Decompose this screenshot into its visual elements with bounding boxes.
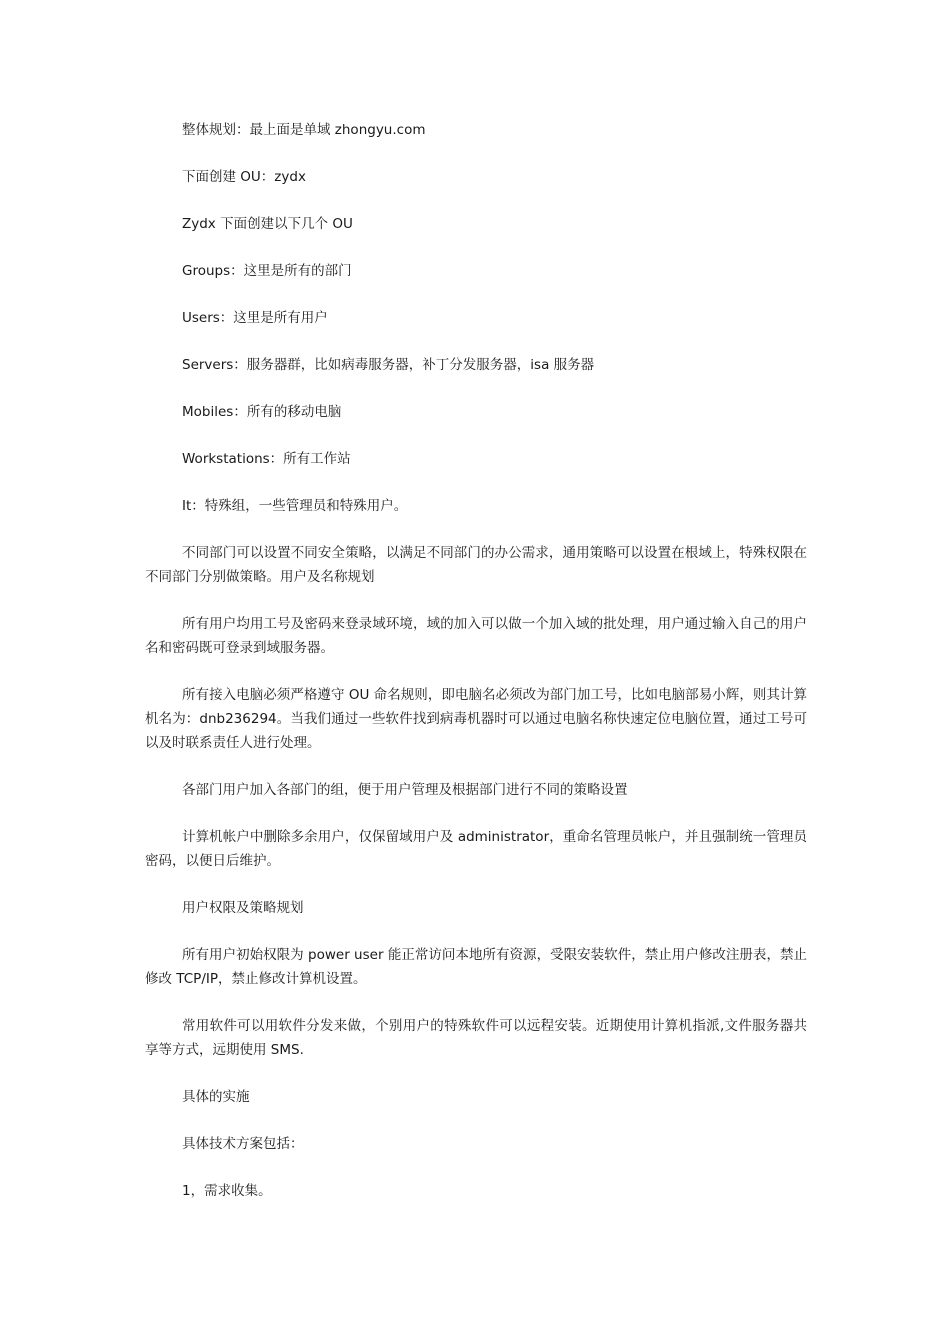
paragraph-ou-it: It：特殊组，一些管理员和特殊用户。 [182, 498, 408, 514]
paragraph-ou-users: Users：这里是所有用户 [182, 310, 328, 326]
paragraph-security-policy: 不同部门可以设置不同安全策略，以满足不同部门的办公需求，通用策略可以设置在根域上，特殊权限在不同部门分别做策略。用户及名称规划 [145, 545, 807, 585]
paragraph-overall-plan: 整体规划：最上面是单域 zhongyu.com [182, 122, 426, 138]
paragraph-department-groups: 各部门用户加入各部门的组，便于用户管理及根据部门进行不同的策略设置 [182, 782, 628, 798]
paragraph-permission-heading: 用户权限及策略规划 [182, 900, 304, 916]
paragraph-technical-plan: 具体技术方案包括： [182, 1136, 304, 1152]
paragraph-ou-mobiles: Mobiles：所有的移动电脑 [182, 404, 342, 420]
paragraph-step-1: 1，需求收集。 [182, 1183, 272, 1199]
paragraph-ou-servers: Servers：服务器群，比如病毒服务器，补丁分发服务器，isa 服务器 [182, 357, 595, 373]
document-body [145, 118, 807, 1226]
paragraph-ou-groups: Groups：这里是所有的部门 [182, 263, 352, 279]
paragraph-create-ou: 下面创建 OU：zydx [182, 169, 306, 185]
paragraph-user-login: 所有用户均用工号及密码来登录域环境，域的加入可以做一个加入域的批处理，用户通过输入自己的用户名和密码既可登录到域服务器。 [145, 616, 807, 656]
paragraph-computer-accounts: 计算机帐户中删除多余用户，仅保留域用户及 administrator，重命名管理员帐户，并且强制统一管理员密码，以便日后维护。 [145, 829, 807, 869]
paragraph-implementation-heading: 具体的实施 [182, 1089, 250, 1105]
paragraph-naming-rules: 所有接入电脑必须严格遵守 OU 命名规则，即电脑名必须改为部门加工号，比如电脑部易小辉，则其计算机名为：dnb236294。当我们通过一些软件找到病毒机器时可以通过电脑名称快速定位电脑位置，通过工号可以及时联系责任人进行处理。 [145, 687, 807, 751]
paragraph-initial-permissions: 所有用户初始权限为 power user 能正常访问本地所有资源，受限安装软件，禁止用户修改注册表，禁止修改 TCP/IP，禁止修改计算机设置。 [145, 947, 807, 987]
paragraph-software-distribution: 常用软件可以用软件分发来做，个别用户的特殊软件可以远程安装。近期使用计算机指派,文件服务器共享等方式，远期使用 SMS. [145, 1018, 807, 1058]
paragraph-sub-ou-list-intro: Zydx 下面创建以下几个 OU [182, 216, 353, 232]
paragraph-ou-workstations: Workstations：所有工作站 [182, 451, 351, 467]
